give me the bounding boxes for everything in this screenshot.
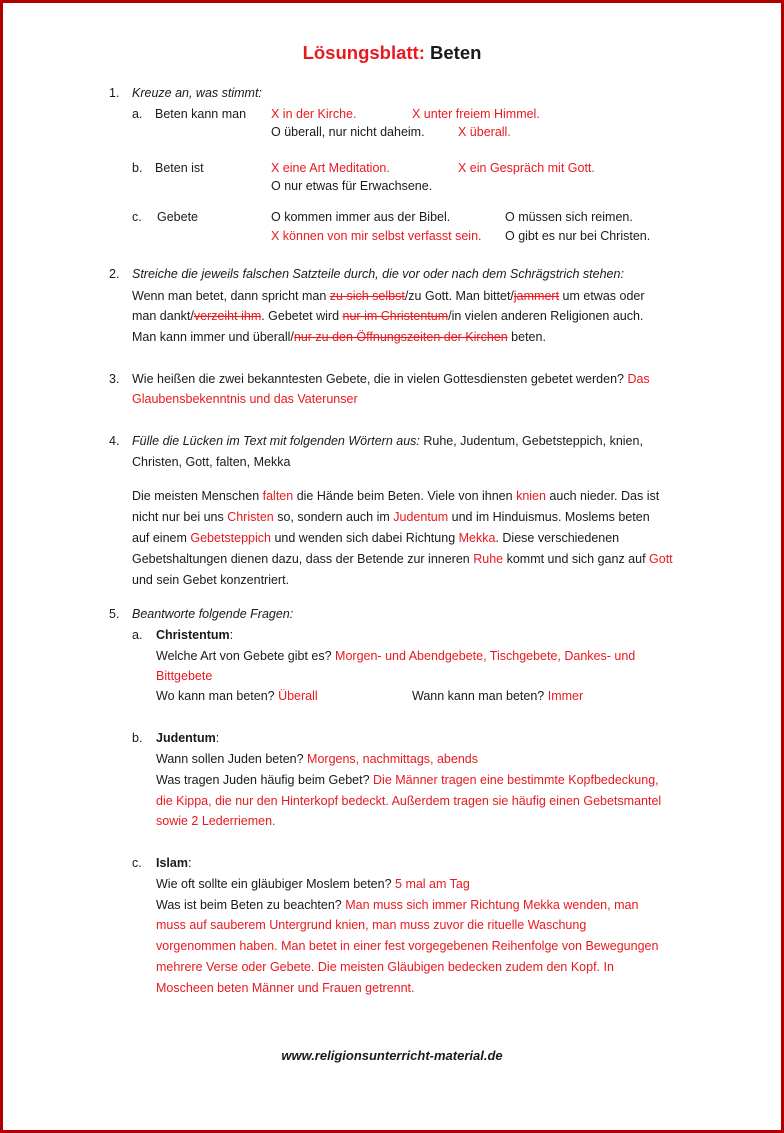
q1c-option-1: O kommen immer aus der Bibel. — [271, 210, 451, 224]
q4-text-line-5: und sein Gebet konzentriert. — [132, 573, 290, 587]
q5-number: 5. — [109, 607, 120, 621]
q4-word-list: Christen, Gott, falten, Mekka — [132, 455, 291, 469]
strike-verzeiht-ihm: verzeiht ihm — [193, 309, 262, 323]
q1a-option-2: X unter freiem Himmel. — [412, 107, 540, 121]
q5c-question-1: Wie oft sollte ein gläubiger Moslem beten? 5 mal am Tag — [156, 877, 470, 891]
q2-line-2: man dankt/verzeiht ihm. Gebetet wird nur im Christentum/in vielen anderen Religionen auch. — [132, 309, 644, 323]
q5a-letter: a. — [132, 628, 143, 642]
q2-line-3: Man kann immer und überall/nur zu den Öffnungszeiten der Kirchen beten. — [132, 330, 546, 344]
q1b-option-3: O nur etwas für Erwachsene. — [271, 179, 433, 193]
q5-text: Beantworte folgende Fragen: — [132, 607, 294, 621]
q5a-answer-1-cont: Bittgebete — [156, 669, 213, 683]
q1c-label: Gebete — [157, 210, 199, 224]
q3-answer-cont: Glaubensbekenntnis und das Vaterunser — [132, 392, 358, 406]
q4-text-line-4: Gebetshaltungen dienen dazu, dass der Betende zur inneren Ruhe kommt und sich ganz auf Gott — [132, 552, 673, 566]
q3-number: 3. — [109, 372, 120, 386]
q4-line-1: Fülle die Lücken im Text mit folgenden Wörtern aus: Ruhe, Judentum, Gebetsteppich, knien, — [132, 434, 643, 448]
q4-text-line-2: nicht nur bei uns Christen so, sondern auch im Judentum und im Hinduismus. Moslems beten — [132, 510, 650, 524]
q1b-option-1: X eine Art Meditation. — [271, 161, 390, 175]
q1a-option-1: X in der Kirche. — [271, 107, 357, 121]
strike-jammert: jammert — [513, 289, 560, 303]
q1b-option-2: X ein Gespräch mit Gott. — [458, 161, 595, 175]
strike-oeffnungszeiten: nur zu den Öffnungszeiten der Kirchen — [293, 330, 508, 344]
q5c-answer-2-line-4: mehrere Verse oder Gebete. Die meisten Gläubigen bedecken zudem den Kopf. In — [156, 960, 614, 974]
q1a-letter: a. — [132, 107, 143, 121]
q5a-question-2: Wo kann man beten? Überall — [156, 689, 318, 703]
q5a-question-3: Wann kann man beten? Immer — [412, 689, 584, 703]
title-prefix: Lösungsblatt: — [302, 42, 425, 63]
q1-number: 1. — [109, 86, 120, 100]
q5b-heading: Judentum: — [156, 731, 220, 745]
q1-text: Kreuze an, was stimmt: — [132, 86, 262, 100]
page-title — [3, 42, 781, 64]
q5c-answer-2-line-5: Moscheen beten Männer und Frauen getrennt. — [156, 981, 415, 995]
q5b-answer-2-line-2: die Kippa, die nur den Hinterkopf bedeckt. Außerdem tragen sie häufig einen Gebetsmantel — [156, 794, 662, 808]
title-main: Beten — [430, 42, 482, 63]
q5c-heading: Islam: — [156, 856, 192, 870]
q5a-heading: Christentum: — [156, 628, 234, 642]
q1c-option-4: O gibt es nur bei Christen. — [505, 229, 651, 243]
q2-text: Streiche die jeweils falschen Satzteile durch, die vor oder nach dem Schrägstrich stehen: — [132, 267, 624, 281]
q1a-option-4: X überall. — [458, 125, 511, 139]
q1b-label: Beten ist — [155, 161, 204, 175]
q5a-question-1: Welche Art von Gebete gibt es? Morgen- und Abendgebete, Tischgebete, Dankes- und — [156, 649, 636, 663]
q5b-letter: b. — [132, 731, 143, 745]
q1c-option-3: X können von mir selbst verfasst sein. — [271, 229, 482, 243]
q3-answer: Das — [627, 372, 650, 386]
q2-line-1: Wenn man betet, dann spricht man zu sich selbst/zu Gott. Man bittet/jammert um etwas oder — [132, 289, 645, 303]
q1b-letter: b. — [132, 161, 143, 175]
strike-zu-sich-selbst: zu sich selbst — [329, 289, 405, 303]
strike-nur-im-christentum: nur im Christentum — [342, 309, 449, 323]
q4-text-line-3: auf einem Gebetsteppich und wenden sich dabei Richtung Mekka. Diese verschiedenen — [132, 531, 620, 545]
q5c-answer-2-line-3: vorgenommen haben. Man betet in einer fest vorgegebenen Reihenfolge von Bewegungen — [156, 939, 659, 953]
q3-line-1: Wie heißen die zwei bekanntesten Gebete, die in vielen Gottesdiensten gebetet werden? Das — [132, 372, 650, 386]
footer-website: www.religionsunterricht-material.de — [281, 1048, 503, 1063]
q4-text-line-1: Die meisten Menschen falten die Hände beim Beten. Viele von ihnen knien auch nieder. Das ist — [132, 489, 660, 503]
q1a-option-3: O überall, nur nicht daheim. — [271, 125, 425, 139]
q5c-letter: c. — [132, 856, 142, 870]
q1c-letter: c. — [132, 210, 142, 224]
q5c-answer-2-line-2: muss auf sauberem Untergrund knien, man muss zuvor die rituelle Waschung — [156, 918, 587, 932]
q4-number: 4. — [109, 434, 120, 448]
q5b-question-1: Wann sollen Juden beten? Morgens, nachmittags, abends — [156, 752, 478, 766]
q5b-question-2: Was tragen Juden häufig beim Gebet? Die Männer tragen eine bestimmte Kopfbedeckung, — [156, 773, 659, 787]
q2-number: 2. — [109, 267, 120, 281]
q1c-option-2: O müssen sich reimen. — [505, 210, 633, 224]
q1a-label: Beten kann man — [155, 107, 247, 121]
q5b-answer-2-line-3: sowie 2 Lederriemen. — [156, 814, 276, 828]
q5c-question-2: Was ist beim Beten zu beachten? Man muss sich immer Richtung Mekka wenden, man — [156, 898, 639, 912]
